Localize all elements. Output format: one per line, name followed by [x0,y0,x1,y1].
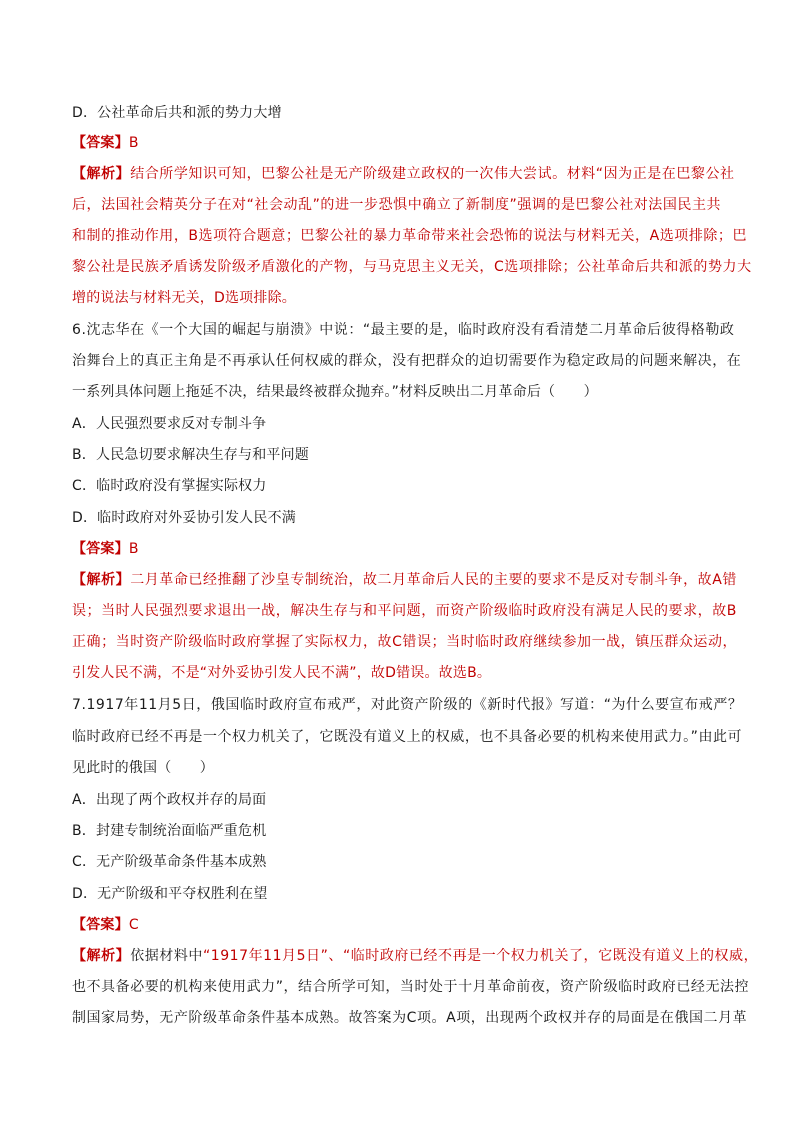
q5-analysis-line-3: 和制的推动作用，B选项符合题意；巴黎公社的暴力革命带来社会恐怖的说法与材料无关，A选项排除；巴 [72,228,748,244]
answer-tag: 【答案】 [72,541,129,557]
analysis-tag: 【解析】 [72,948,131,964]
answer-tag: 【答案】 [72,917,129,933]
q7-analysis-line-3: 制国家局势，无产阶级革命条件基本成熟。故答案为C项。A项，出现两个政权并存的局面是在俄国二月革 [72,1010,748,1026]
q7-option-b: B．封建专制统治面临严重危机 [72,823,267,839]
q7-analysis-line-1: 【解析】依据材料中“1917年11月5日”、“临时政府已经不再是一个权力机关了，它既没有道义上的权威， [72,948,759,964]
q7-stem-line-3: 见此时的俄国（ ） [72,760,214,776]
q7-stem-line-1: 7.1917年11月5日，俄国临时政府宣布戒严，对此资产阶级的《新时代报》写道：“为什么要宣布戒严？ [72,697,743,713]
q6-option-d: D．临时政府对外妥协引发人民不满 [72,510,296,526]
answer-value: B [128,541,139,557]
answer-value: C [128,917,139,933]
analysis-tag: 【解析】 [72,572,131,588]
q7-answer-row [72,916,722,934]
q6-analysis-line-4: 引发人民不满，不是“对外妥协引发人民不满”，故D错误。故选B。 [72,665,492,681]
q6-analysis-line-1: 【解析】二月革命已经推翻了沙皇专制统治，故二月革命后人民的主要的要求不是反对专制斗争，故A错 [72,572,737,588]
q7-analysis-line-2: 也不具备必要的机构来使用武力”，结合所学可知，当时处于十月革命前夜，资产阶级临时政府已经无法控 [72,979,750,995]
q6-option-b: B．人民急切要求解决生存与和平问题 [72,447,310,463]
answer-value: B [128,135,139,151]
q5-analysis-line-4: 黎公社是民族矛盾诱发阶级矛盾激化的产物，与马克思主义无关，C选项排除；公社革命后共和派的势力大 [72,259,752,275]
answer-tag: 【答案】 [72,135,129,151]
q7-option-a: A．出现了两个政权并存的局面 [72,792,267,808]
q7-option-d: D．无产阶级和平夺权胜利在望 [72,886,268,902]
q5-answer-row [72,134,722,152]
q7-option-c: C．无产阶级革命条件基本成熟 [72,854,267,870]
q6-answer-row [72,540,722,558]
q6-stem-line-1: 6.沈志华在《一个大国的崛起与崩溃》中说：“最主要的是，临时政府没有看清楚二月革命后彼得格勒政 [72,322,735,338]
q6-stem-line-3: 一系列具体问题上拖延不决，结果最终被群众抛弃。”材料反映出二月革命后（ ） [72,384,598,400]
q6-stem-line-2: 治舞台上的真正主角是不再承认任何权威的群众，没有把群众的迫切需要作为稳定政局的问题来解决，在 [72,353,742,369]
q5-analysis-line-1: 【解析】结合所学知识可知，巴黎公社是无产阶级建立政权的一次伟大尝试。材料“因为正是在巴黎公社 [72,166,735,182]
q6-option-c: C．临时政府没有掌握实际权力 [72,478,267,494]
q5-option-d: D．公社革命后共和派的势力大增 [72,105,282,121]
q5-analysis-line-2: 后，法国社会精英分子在对“社会动乱”的进一步恐惧中确立了新制度”强调的是巴黎公社对法国民主共 [72,197,722,213]
q7-stem-line-2: 临时政府已经不再是一个权力机关了，它既没有道义上的权威，也不具备必要的机构来使用武力。”由此可 [72,729,743,745]
analysis-tag: 【解析】 [72,166,131,182]
q5-analysis-line-5: 增的说法与材料无关，D选项排除。 [72,290,296,306]
q6-analysis-line-2: 误；当时人民强烈要求退出一战，解决生存与和平问题，而资产阶级临时政府没有满足人民的要求，故B [72,603,737,619]
q6-option-a: A．人民强烈要求反对专制斗争 [72,416,267,432]
q6-analysis-line-3: 正确；当时资产阶级临时政府掌握了实际权力，故C错误；当时临时政府继续参加一战，镇压群众运动， [72,634,738,650]
